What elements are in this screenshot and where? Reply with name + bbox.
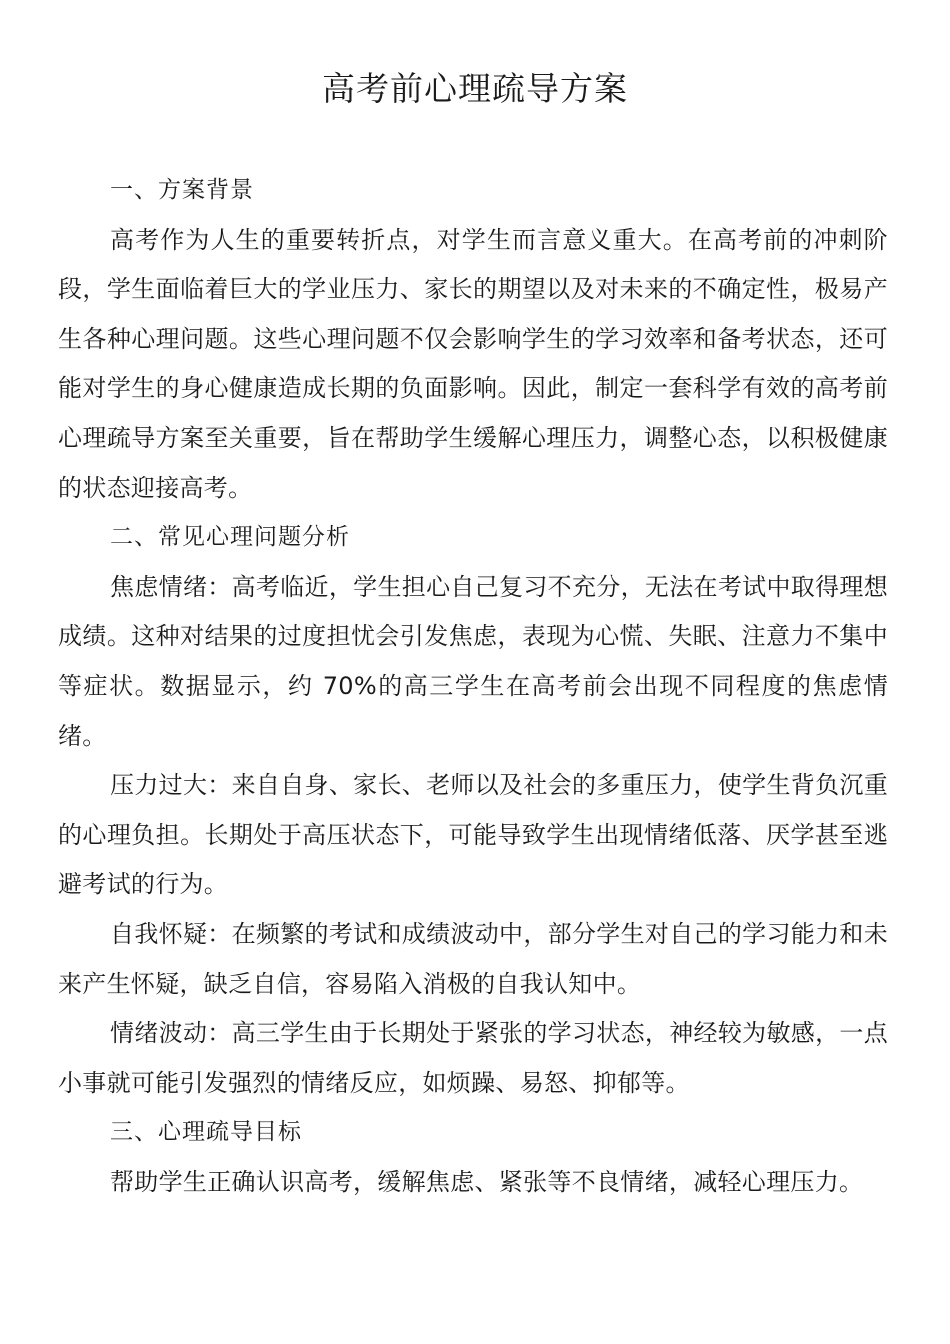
paragraph-self-doubt: 自我怀疑：在频繁的考试和成绩波动中，部分学生对自己的学习能力和未来产生怀疑，缺乏自信，容易陷入消极的自我认知中。 — [58, 919, 888, 998]
section-heading: 三、心理疏导目标 — [110, 1119, 302, 1146]
paragraph-pressure: 压力过大：来自自身、家长、老师以及社会的多重压力，使学生背负沉重的心理负担。长期处于高压状态下，可能导致学生出现情绪低落、厌学甚至逃避考试的行为。 — [58, 771, 888, 899]
paragraph-mood-swings: 情绪波动：高三学生由于长期处于紧张的学习状态，神经较为敏感，一点小事就可能引发强烈的情绪反应，如烦躁、易怒、抑郁等。 — [58, 1019, 888, 1097]
section-background — [58, 166, 888, 513]
paragraph: 帮助学生正确认识高考，缓解焦虑、紧张等不良情绪，减轻心理压力。 — [110, 1167, 864, 1196]
section-heading: 二、常见心理问题分析 — [110, 524, 350, 551]
document-title: 高考前心理疏导方案 — [322, 69, 628, 108]
section-goals — [58, 1108, 888, 1207]
section-problem-analysis — [58, 513, 888, 1108]
paragraph: 高考作为人生的重要转折点，对学生而言意义重大。在高考前的冲刺阶段，学生面临着巨大的学业压力、家长的期望以及对未来的不确定性，极易产生各种心理问题。这些心理问题不仅会影响学生的学习效率和备考状态，还可能对学生的身心健康造成长期的负面影响。因此，制定一套科学有效的高考前心理疏导方案至关重要，旨在帮助学生缓解心理压力，调整心态，以积极健康的状态迎接高考。 — [58, 225, 888, 502]
paragraph-anxiety: 焦虑情绪：高考临近，学生担心自己复习不充分，无法在考试中取得理想成绩。这种对结果的过度担忧会引发焦虑，表现为心慌、失眠、注意力不集中等症状。数据显示，约 70%的高三学生在高考前会出现不同程度的焦虑情绪。 — [58, 572, 888, 750]
document-body — [58, 166, 888, 1207]
section-heading: 一、方案背景 — [110, 177, 254, 203]
